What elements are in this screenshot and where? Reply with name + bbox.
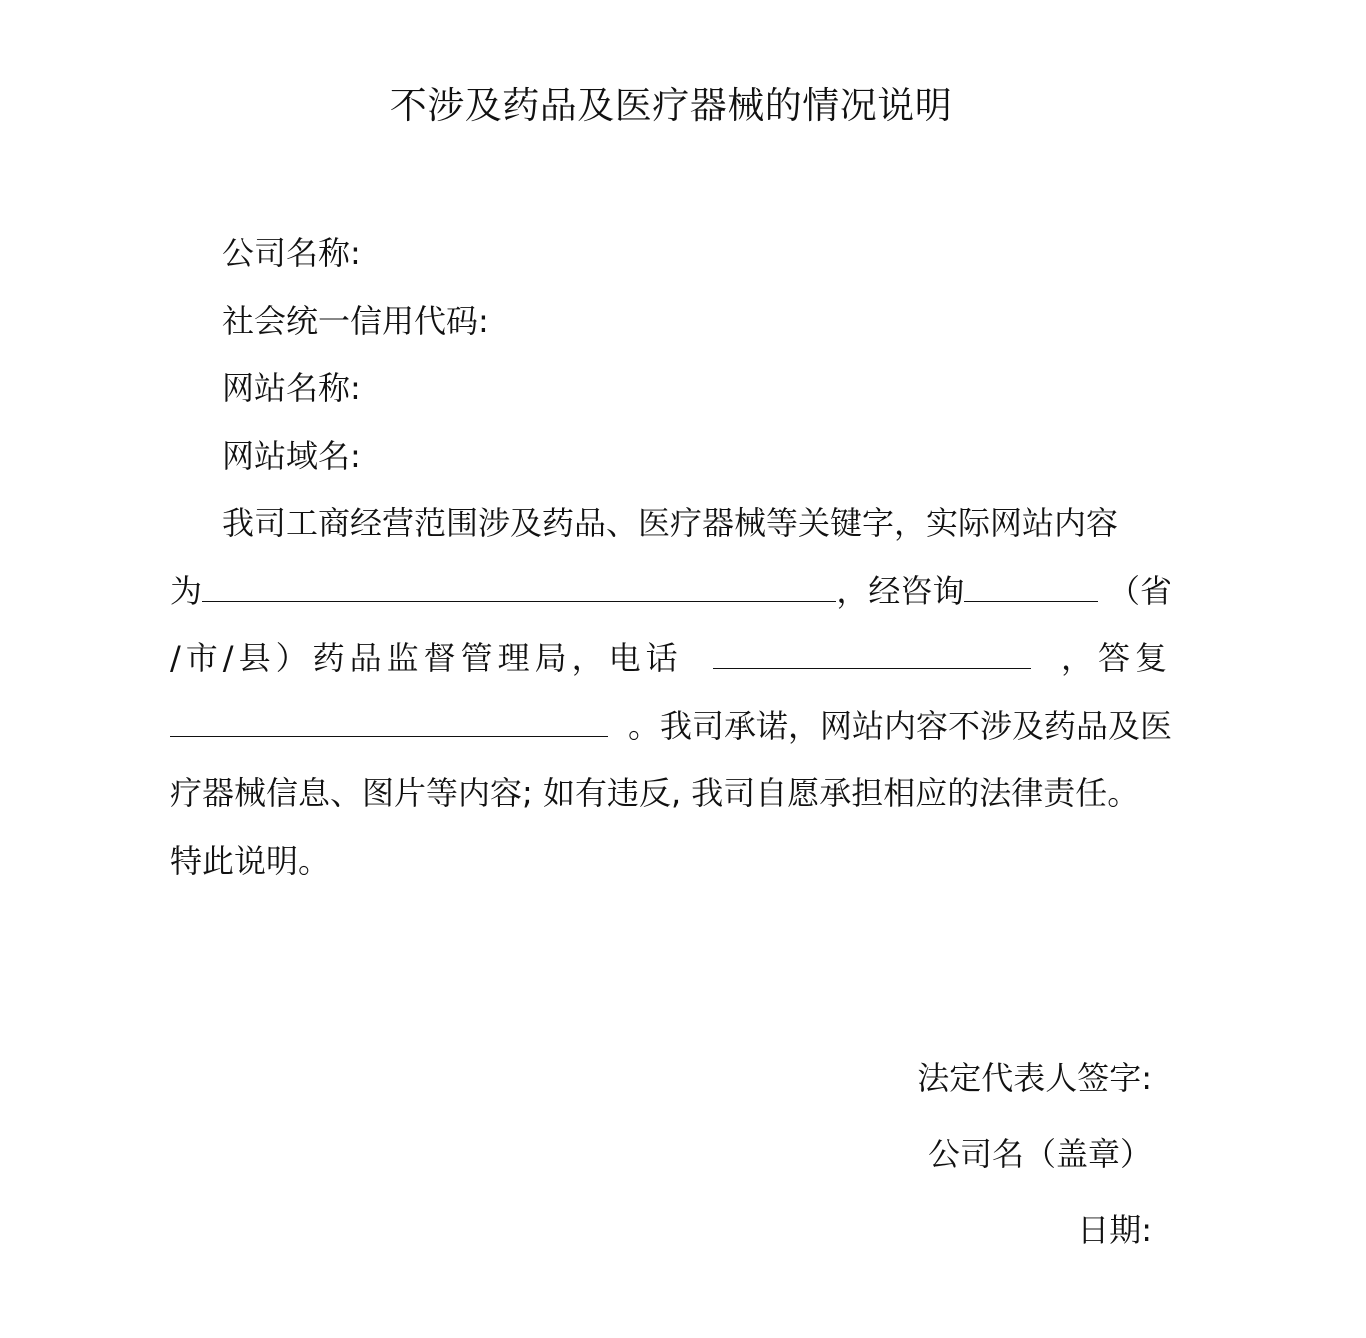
reply-blank <box>170 710 608 737</box>
website-domain-field: 网站域名: <box>222 436 361 475</box>
credit-code-field: 社会统一信用代码: <box>222 301 489 340</box>
company-name-field: 公司名称: <box>222 234 361 272</box>
statement-line-6 <box>170 828 1172 896</box>
statement-text: /市/县）药品监督管理局，电话 <box>170 639 683 678</box>
statement-line-2 <box>170 558 1172 626</box>
statement-text: 疗器械信息、图片等内容; 如有违反, 我司自愿承担相应的法律责任。 <box>170 774 1140 813</box>
website-name-field: 网站名称: <box>222 369 361 408</box>
statement-text: ，答复 <box>1060 639 1172 678</box>
document-title: 不涉及药品及医疗器械的情况说明 <box>389 84 953 127</box>
legal-rep-signature: 法定代表人签字: <box>917 1059 1152 1097</box>
statement-line-3 <box>170 625 1172 693</box>
statement-text: ，经咨询 <box>836 571 965 610</box>
statement-text: 。我司承诺，网站内容不涉及药品及医 <box>627 706 1172 745</box>
date-field: 日期: <box>1077 1211 1152 1249</box>
company-info-fields <box>222 220 489 490</box>
website-content-blank <box>202 575 836 602</box>
phone-blank <box>713 642 1031 669</box>
statement-line-5 <box>170 760 1172 828</box>
statement-text: 我司工商经营范围涉及药品、医疗器械等关键字，实际网站内容 <box>222 504 1119 542</box>
signature-block <box>917 1040 1152 1268</box>
statement-text: 为 <box>170 571 203 610</box>
statement-body <box>170 490 1172 896</box>
statement-line-4 <box>170 693 1172 761</box>
statement-line-1 <box>170 490 1224 558</box>
company-seal: 公司名（盖章） <box>927 1135 1152 1173</box>
statement-text: （省 <box>1107 571 1172 610</box>
province-blank <box>964 575 1098 602</box>
statement-text: 特此说明。 <box>170 841 331 880</box>
